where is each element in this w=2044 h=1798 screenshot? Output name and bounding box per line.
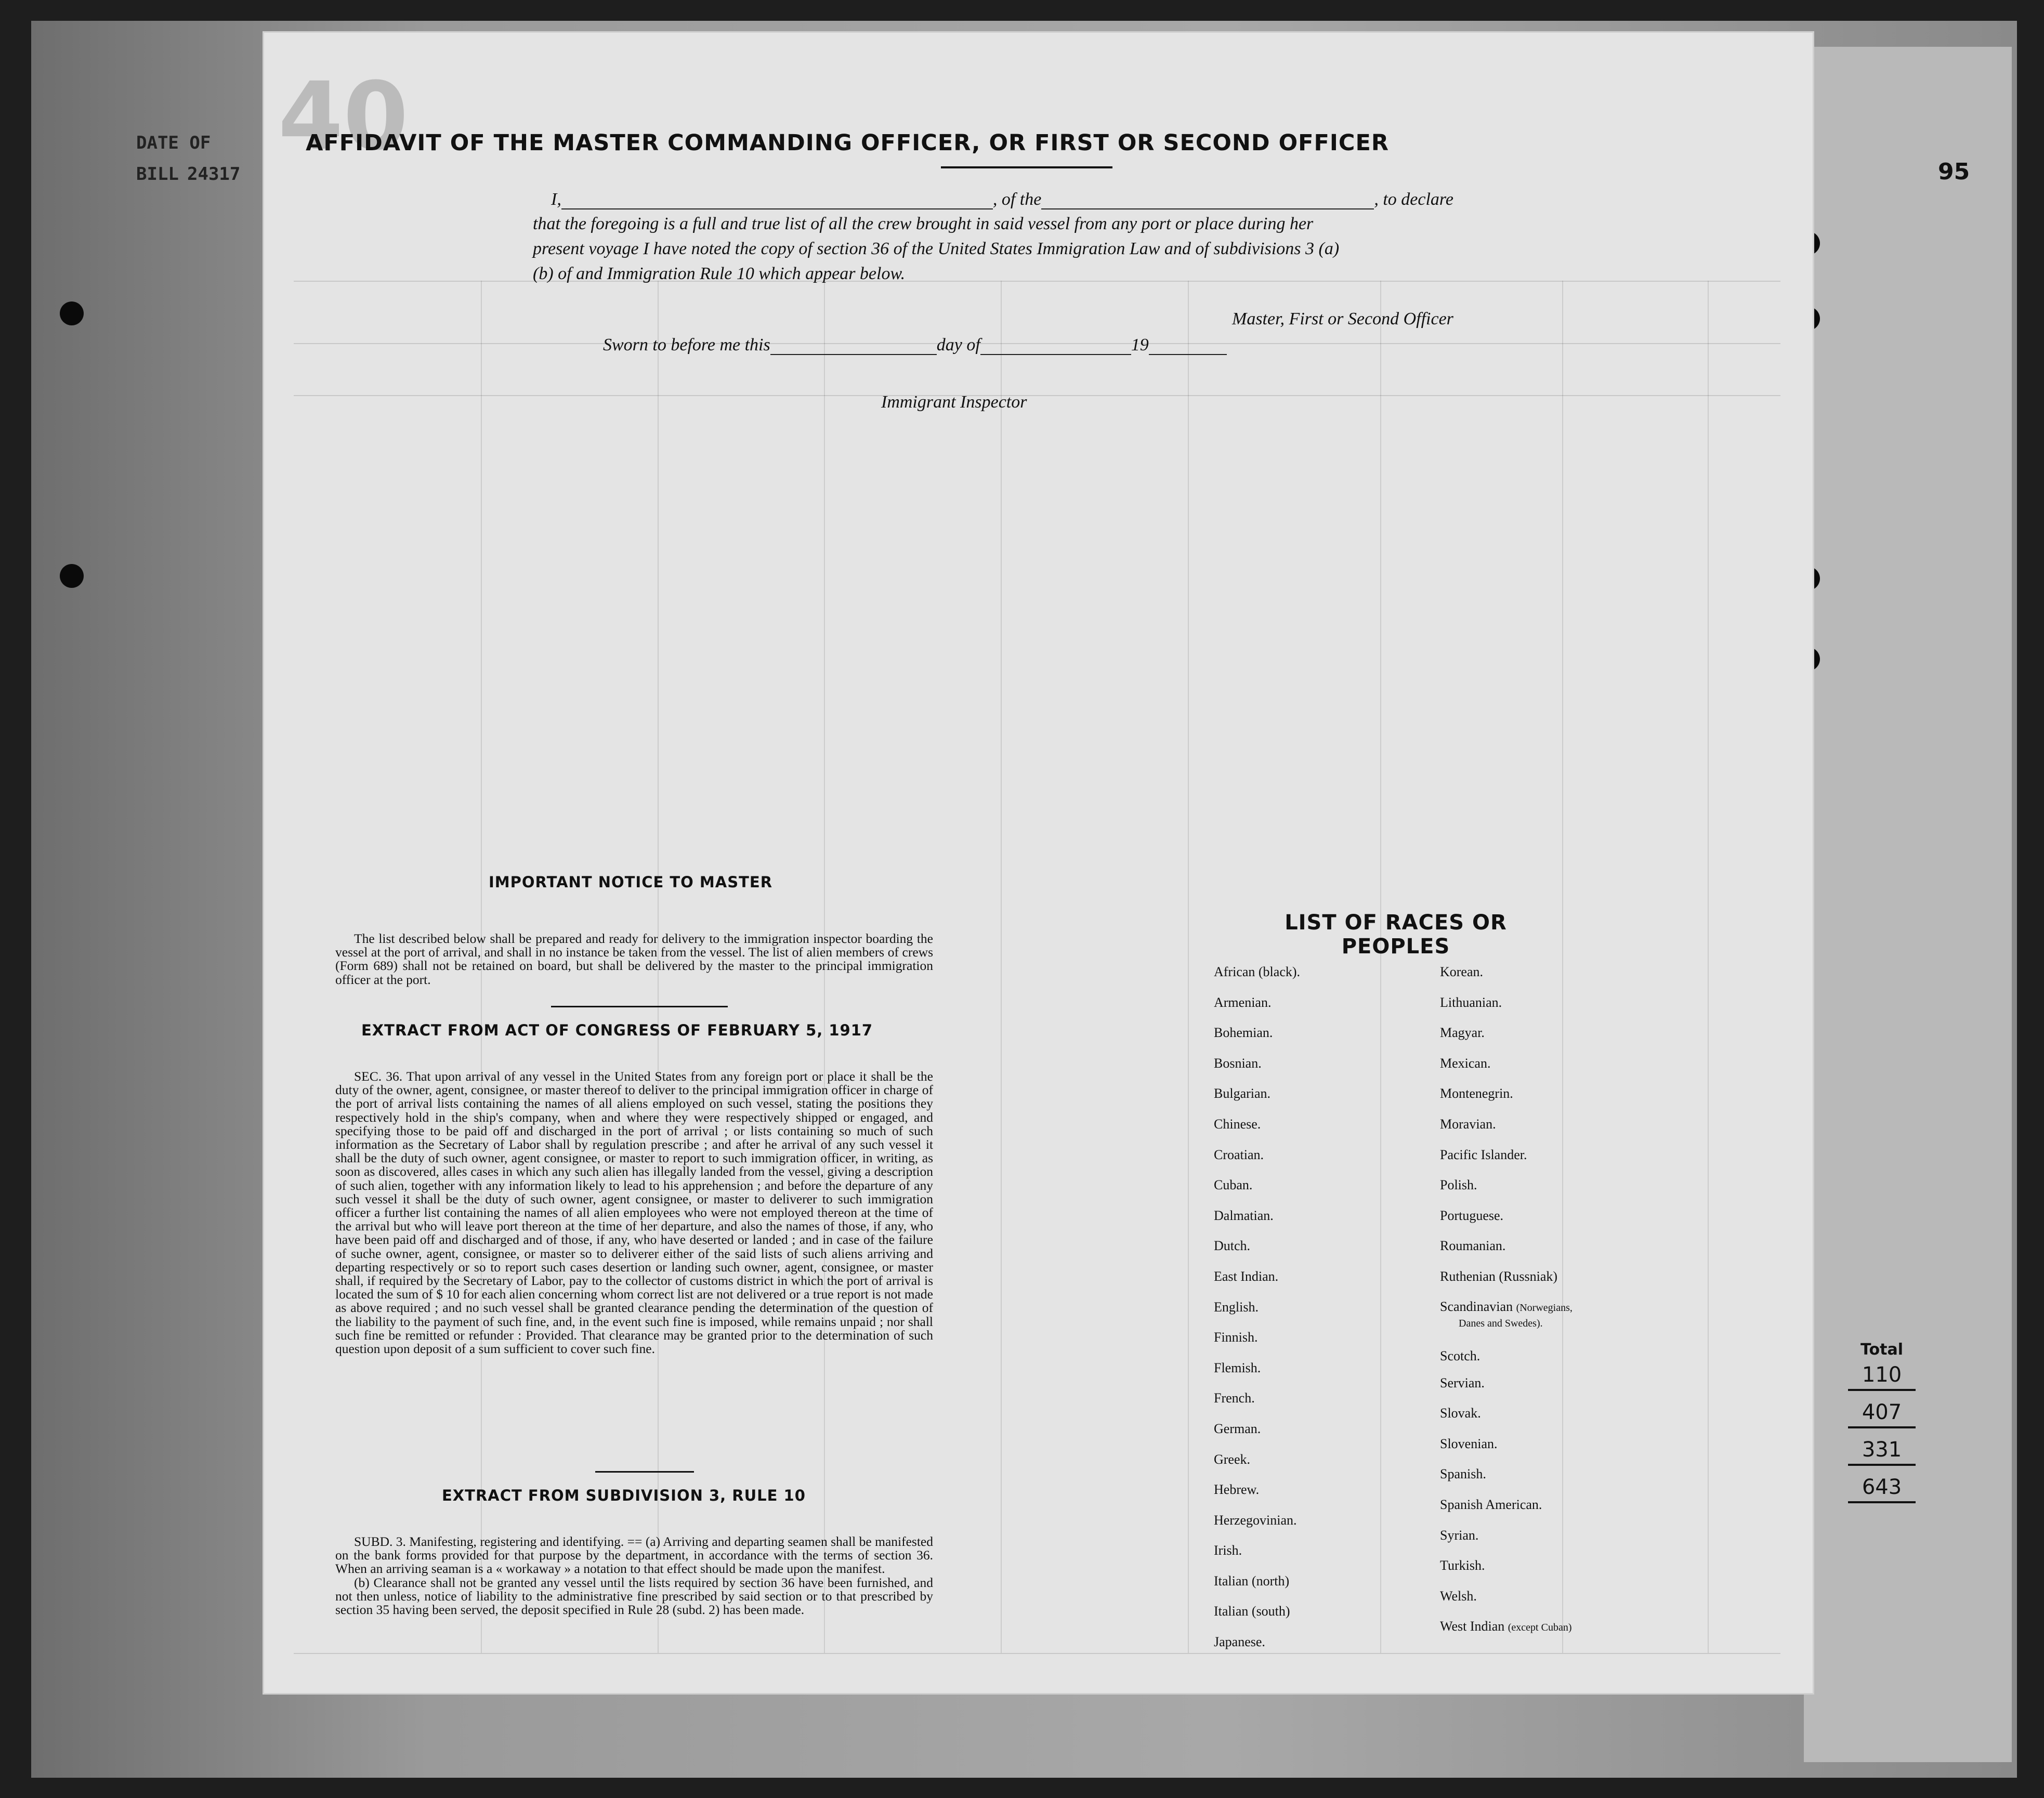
race-item-scandinavian: [1440, 1300, 1573, 1348]
race-item: Bohemian.: [1214, 1025, 1273, 1041]
race-item: Dalmatian.: [1214, 1208, 1274, 1223]
affidavit-line-4: (b) of and Immigration Rule 10 which appear below.: [533, 264, 906, 283]
sworn-day-blank: [770, 338, 937, 355]
race-item: Syrian.: [1440, 1527, 1479, 1543]
race-item: Armenian.: [1214, 994, 1272, 1010]
race-item: Servian.: [1440, 1375, 1485, 1390]
race-item: Spanish American.: [1440, 1497, 1542, 1512]
totals-label: Total: [1860, 1341, 1903, 1359]
race-item: Spanish.: [1440, 1466, 1486, 1482]
extract-rule-paragraph-a: SUBD. 3. Manifesting, registering and identifying. == (a) Arriving and departing seamen shall be manifested on the bank forms provided for that purpose by the department, in accordance with the terms of section 36. When an arriving seaman is a « workaway » a notation to that effect should be made upon the manifest.: [335, 1534, 933, 1577]
bleed-through-rule: [1380, 281, 1381, 1653]
year-text: 19: [1131, 335, 1149, 355]
bleed-through-number: 40: [278, 62, 409, 171]
bleed-through-rule: [294, 1653, 1780, 1654]
race-item: Magyar.: [1440, 1025, 1485, 1041]
page-number: 95: [1938, 159, 1970, 185]
race-item: Irish.: [1214, 1543, 1242, 1558]
race-item: Cuban.: [1214, 1177, 1253, 1193]
race-item: Bosnian.: [1214, 1055, 1262, 1071]
total-value: 331: [1848, 1436, 1916, 1466]
extract-act-paragraph: SEC. 36. That upon arrival of any vessel in the United States from any foreign port or place it shall be the duty of the owner, agent, consignee, or master thereof to deliver to the principal immigration officer in charge of the port of arrival lists containing the names of all aliens employed on such vessel, stating the positions they respectively hold in the ship's company, when and where they were respectively shipped or engaged, and specifying those to be paid off and discharged in the port of arrival ; or lists containing so much of such information as the Secretary of Labor shall by regulation prescribe ; and after he arrival of any such vessel it shall be the duty of such owner, agent consignee, or master to report to such immigration officer, in writing, as soon as discovered, alles cases in which any such alien has illegally landed from the vessel, giving a description of such alien, together with any information likely to lead to his apprehension ; and before the departure of any such vessel it shall be the duty of such owner, agent consignee, or master to deliverer to such immigration officer a further list containing the names of all alien employees who were not employed thereon at the time of the arrival but who will leave port thereon at the time of her departure, and also the names of those, if any, who have been paid off and discharged and of those, if any, who have deserted or landed ; and in case of the failure of suche owner, agent, consignee, or master so to deliverer either of the said lists of such aliens arriving and departing respectively or so to report such cases desertion or landing such owner, agent, consignee, or master shall, if required by the Secretary of Labor, pay to the collector of customs district in which the port of arrival is located the sum of $ 10 for each alien concerning whom correct list are not delivered or a true report is not made as above required ; and no such vessel shall be granted clearance pending the determination of the question of the liability to the payment of such fine, and, in the event such fine is imposed, while remains unpaid ; nor shall such fine be remitted or refunder : Provided. That clearance may be granted prior to the determination of such question upon deposit of a sum sufficient to cover such fine.: [335, 1069, 933, 1357]
race-item: Finnish.: [1214, 1330, 1258, 1345]
affidavit-line-2: that the foregoing is a full and true list of all the crew brought in said vessel from any port or place during her: [533, 214, 1314, 233]
race-item: Italian (south): [1214, 1604, 1290, 1619]
race-item: Mexican.: [1440, 1055, 1491, 1071]
races-right-column: [1440, 964, 1573, 1649]
race-item: West Indian: [1440, 1619, 1505, 1634]
race-item: Dutch.: [1214, 1238, 1251, 1254]
extract-rule-text: [335, 1535, 933, 1617]
race-item: Chinese.: [1214, 1116, 1261, 1132]
bleed-through-rule: [294, 395, 1780, 396]
race-item: Herzegovinian.: [1214, 1512, 1297, 1528]
margin-stamp-label-2: BILL: [136, 164, 179, 185]
race-item-west-indian: [1440, 1619, 1573, 1649]
race-item: Scandinavian: [1440, 1298, 1513, 1314]
affidavit-of-the: , of the: [992, 190, 1042, 209]
year-blank: [1149, 338, 1227, 355]
race-item: Greek.: [1214, 1451, 1251, 1467]
bleed-through-rule: [1708, 281, 1709, 1653]
race-item: Montenegrin.: [1440, 1086, 1513, 1101]
extract-rule-paragraph-b: (b) Clearance shall not be granted any vessel until the lists required by section 36 have been furnished, and not then unless, notice of liability to the administrative fine prescribed by said section or to that prescribed by section 35 having been served, the deposit specified in Rule 28 (subd. 2) has been made.: [335, 1574, 933, 1618]
notice-rule: [551, 1006, 728, 1007]
name-blank: [561, 193, 993, 209]
binder-hole: [60, 564, 84, 588]
notice-text: [335, 932, 933, 987]
race-item: French.: [1214, 1390, 1255, 1406]
affidavit-line-1: [551, 190, 1453, 209]
race-item: English.: [1214, 1299, 1259, 1315]
race-note: (except Cuban): [1508, 1622, 1572, 1634]
total-value: 407: [1848, 1398, 1916, 1428]
total-value: 110: [1848, 1361, 1916, 1391]
month-blank: [980, 338, 1131, 355]
inspector-label: Immigrant Inspector: [881, 392, 1027, 412]
race-item: Korean.: [1440, 964, 1484, 979]
race-item: Lithuanian.: [1440, 994, 1502, 1010]
handwritten-totals: [1848, 1338, 1916, 1511]
race-item: Moravian.: [1440, 1116, 1496, 1132]
race-item: German.: [1214, 1421, 1261, 1436]
bleed-through-rule: [294, 281, 1780, 282]
affidavit-line-3: present voyage I have noted the copy of section 36 of the United States Immigration Law and of subdivisions 3 (a): [533, 239, 1340, 258]
affidavit-to-declare: , to declare: [1374, 190, 1453, 209]
races-left-column: [1214, 964, 1300, 1665]
race-item: Japanese.: [1214, 1634, 1265, 1650]
race-item: Roumanian.: [1440, 1238, 1506, 1254]
race-item: Polish.: [1440, 1177, 1477, 1193]
notice-heading: IMPORTANT NOTICE TO MASTER: [489, 873, 773, 891]
margin-stamp-label-1: DATE OF: [136, 133, 211, 153]
bleed-through-rule: [1001, 281, 1002, 1653]
race-item: Turkish.: [1440, 1558, 1485, 1573]
race-item: Bulgarian.: [1214, 1086, 1271, 1101]
total-value: 643: [1848, 1473, 1916, 1503]
race-note: (Norwegians,: [1516, 1302, 1573, 1314]
margin-stamp-number: 24317: [187, 164, 241, 185]
race-item: East Indian.: [1214, 1268, 1279, 1284]
race-item: Portuguese.: [1440, 1208, 1504, 1223]
race-item: African (black).: [1214, 964, 1301, 979]
affidavit-sheet: [263, 31, 1814, 1695]
signature-label: Master, First or Second Officer: [1232, 309, 1453, 329]
race-item: Slovak.: [1440, 1406, 1481, 1421]
races-heading: LIST OF RACES OR PEOPLES: [1285, 911, 1507, 959]
race-note: Danes and Swedes).: [1459, 1317, 1543, 1329]
day-of-text: day of: [936, 335, 980, 355]
race-item: Flemish.: [1214, 1360, 1261, 1375]
race-item: Slovenian.: [1440, 1436, 1498, 1451]
extract-rule-heading: EXTRACT FROM SUBDIVISION 3, RULE 10: [442, 1487, 806, 1504]
binder-hole: [60, 301, 84, 325]
race-item: Scotch.: [1440, 1348, 1480, 1363]
affidavit-title: AFFIDAVIT OF THE MASTER COMMANDING OFFICER, OR FIRST OR SECOND OFFICER: [306, 130, 1389, 156]
vessel-blank: [1041, 193, 1374, 209]
race-item: Croatian.: [1214, 1147, 1264, 1162]
race-item: Ruthenian (Russniak): [1440, 1268, 1558, 1284]
race-item: Italian (north): [1214, 1573, 1290, 1589]
extract-act-rule: [595, 1471, 694, 1473]
title-underline: [941, 166, 1112, 168]
sworn-text: Sworn to before me this: [603, 335, 770, 355]
sworn-line: [603, 335, 1227, 355]
bleed-through-rule: [1188, 281, 1189, 1653]
affidavit-i: I,: [551, 190, 561, 209]
race-item: Hebrew.: [1214, 1482, 1260, 1498]
extract-act-text: [335, 1070, 933, 1356]
race-item: Pacific Islander.: [1440, 1147, 1527, 1162]
notice-paragraph: The list described below shall be prepared and ready for delivery to the immigration inspector boarding the vessel at the port of arrival, and shall in no instance be taken from the vessel. The list of alien members of crews (Form 689) shall not be retained on board, but shall be delivered by the master to the principal immigration officer at the port.: [335, 931, 933, 987]
extract-act-heading: EXTRACT FROM ACT OF CONGRESS OF FEBRUARY 5, 1917: [361, 1021, 873, 1039]
race-item: Welsh.: [1440, 1588, 1477, 1604]
